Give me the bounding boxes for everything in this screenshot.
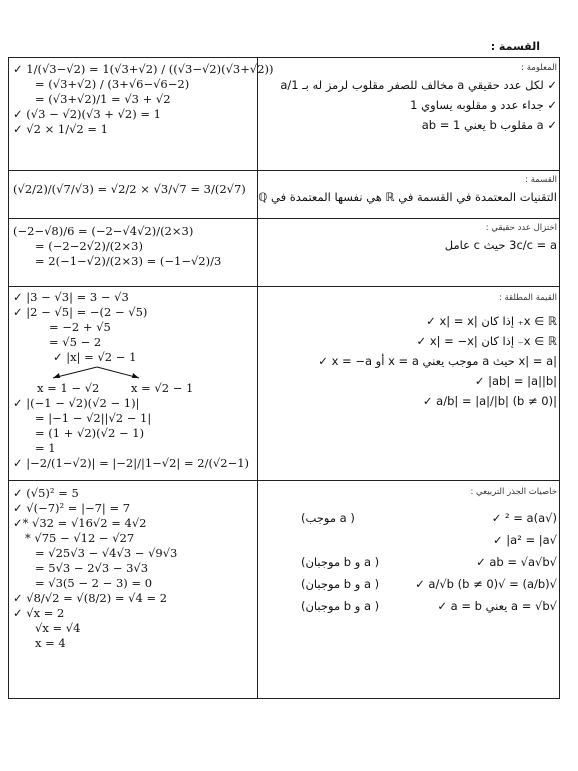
example-line: = 2(−1−√2)/(2×3) = (−1−√2)/3	[35, 254, 222, 268]
absolute-value-example-cell	[13, 290, 253, 478]
example-line: = (√3+√2) / (3+√6−√6−2)	[35, 77, 190, 91]
simplification-cell	[261, 222, 557, 284]
example-line: √x = √4	[35, 621, 81, 635]
column-divider	[257, 58, 258, 698]
division-technique-cell	[258, 174, 557, 216]
example-line: ✓ |2 − √5| = −(2 − √5)	[13, 305, 148, 319]
example-line: * √75 − √12 − √27	[25, 531, 135, 545]
example-line: = |−1 − √2||√2 − 1|	[35, 411, 152, 425]
example-line: = (−2−2√2)/(2×3)	[35, 239, 143, 253]
rule-line: x ∈ ℝ₊ إذا كان |x| = x ✓	[426, 314, 557, 328]
simplification-example-cell	[13, 224, 253, 284]
example-line: ✓ |3 − √3| = 3 − √3	[13, 290, 129, 304]
property-row	[261, 529, 557, 551]
example-line: = 1	[35, 441, 56, 455]
example-line: ✓ |x| = √2 − 1	[53, 350, 137, 364]
rule-line: التقنيات المعتمدة في القسمة في ℝ هي نفسها المعتمدة في ℚ	[258, 190, 557, 204]
example-line: ✓ (√5)² = 5	[13, 486, 79, 500]
example-line: (√2/2)/(√7/√3) = √2/2 × √3/√7 = 3/(2√7)	[13, 182, 246, 196]
property-formula: √a² = |a| ✓	[492, 533, 557, 547]
section-header: المعلومة :	[521, 63, 557, 73]
example-line: (−2−√8)/6 = (−2−√4√2)/(2×3)	[13, 224, 194, 238]
example-line: ✓ √2 × 1/√2 = 1	[13, 122, 108, 136]
row-divider	[9, 480, 559, 481]
square-root-example-cell	[13, 486, 253, 696]
example-line: ✓ √x = 2	[13, 606, 65, 620]
example-line: = 5√3 − 2√3 − 3√3	[35, 561, 149, 575]
section-header: القيمة المطلقة :	[498, 293, 557, 303]
section-header: القسمة :	[525, 175, 557, 185]
property-row	[261, 595, 557, 617]
page-title: القسمة :	[490, 40, 540, 53]
row-divider	[9, 286, 559, 287]
branch-arrows	[13, 365, 253, 381]
example-line: ✓ (√3 − √2)(√3 + √2) = 1	[13, 107, 161, 121]
property-row	[261, 551, 557, 573]
property-formula: √ab = √a√b ✓	[476, 555, 557, 569]
inverse-example-cell	[13, 62, 274, 168]
example-line: = (√3+√2)/1 = √3 + √2	[35, 92, 171, 106]
example-line: = √3(5 − 2 − 3) = 0	[35, 576, 153, 590]
section-header: خاصيات الجذر التربيعي :	[470, 487, 557, 497]
example-line: = −2 + √5	[49, 320, 111, 334]
example-line: ✓ 1/(√3−√2) = 1(√3+√2) / ((√3−√2)(√3+√2))	[13, 62, 274, 76]
rule-line: 3c/c = a حيث c عامل	[444, 238, 557, 252]
example-line: x = 4	[35, 636, 66, 650]
division-example-cell	[13, 182, 253, 216]
example-line: ✓ √(−7)² = |−7| = 7	[13, 501, 131, 515]
absolute-value-cell	[261, 292, 557, 478]
rule-line: |a/b| = |a|/|b| (b ≠ 0) ✓	[422, 394, 557, 408]
property-condition: ( a و b موجبان)	[301, 599, 380, 613]
rule-line: ✓ جداء عدد و مقلوبه يساوي 1	[410, 98, 557, 112]
property-row	[261, 573, 557, 595]
lesson-table	[8, 57, 560, 699]
solution-pair	[13, 381, 253, 396]
property-formula: √(a/b) = √a/√b (b ≠ 0) ✓	[415, 577, 557, 591]
example-line: ✓ √8/√2 = √(8/2) = √4 = 2	[13, 591, 168, 605]
section-header: اختزال عدد حقيقي :	[485, 223, 557, 233]
property-condition: ( a و b موجبان)	[301, 555, 380, 569]
property-formula: (√a)² = a ✓	[491, 511, 557, 525]
property-formula: √a = √b يعني a = b ✓	[437, 599, 557, 613]
example-line: = √5 − 2	[49, 335, 102, 349]
example-line: ✓ |−2/(1−√2)| = |−2|/|1−√2| = 2/(√2−1)	[13, 456, 250, 470]
rule-line: x ∈ ℝ₋ إذا كان |x| = −x ✓	[416, 334, 557, 348]
property-condition: ( a و b موجبان)	[301, 577, 380, 591]
solution-one: x = 1 − √2	[37, 381, 100, 395]
solution-two: x = √2 − 1	[131, 381, 194, 395]
inverse-definition-cell	[261, 62, 557, 168]
rule-line: |x| = a حيث a موجب يعني x = a أو x = −a ✓	[318, 354, 557, 368]
example-line: = √25√3 − √4√3 − √9√3	[35, 546, 178, 560]
rule-line: ✓ a مقلوب b يعني ab = 1	[421, 118, 557, 132]
square-root-properties-cell	[261, 486, 557, 696]
row-divider	[9, 218, 559, 219]
row-divider	[9, 170, 559, 171]
properties-list	[261, 507, 557, 617]
rule-line: ✓ لكل عدد حقيقي a مخالف للصفر مقلوب لرمز له بـ 1/a	[280, 78, 557, 92]
rule-line: |ab| = |a||b| ✓	[474, 374, 557, 388]
example-line: ✓ |(−1 − √2)(√2 − 1)|	[13, 396, 140, 410]
property-row	[261, 507, 557, 529]
example-line: ✓* √32 = √16√2 = 4√2	[13, 516, 147, 530]
example-line: = (1 + √2)(√2 − 1)	[35, 426, 145, 440]
property-condition: ( a موجب)	[301, 511, 355, 525]
